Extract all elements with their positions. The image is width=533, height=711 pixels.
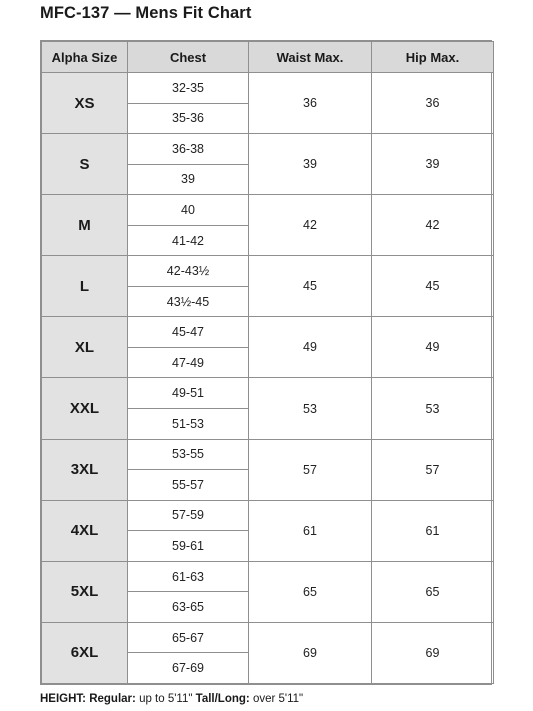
alpha-size-cell: 5XL (42, 561, 128, 622)
chest-cell: 49-51 (128, 378, 249, 409)
alpha-size-cell: XS (42, 73, 128, 134)
alpha-size-cell: 3XL (42, 439, 128, 500)
chest-cell: 61-63 (128, 561, 249, 592)
table-body (42, 73, 494, 684)
chest-cell: 35-36 (128, 103, 249, 134)
waist-max-cell: 65 (249, 561, 372, 622)
header-alpha-size: Alpha Size (42, 42, 128, 73)
hip-max-cell: 69 (372, 622, 494, 683)
chest-cell: 63-65 (128, 592, 249, 623)
chart-title: MFC-137 — Mens Fit Chart (40, 4, 252, 22)
hip-max-cell: 36 (372, 73, 494, 134)
alpha-size-cell: M (42, 195, 128, 256)
header-row (42, 42, 494, 73)
chest-cell: 51-53 (128, 409, 249, 440)
header-waist-max: Waist Max. (249, 42, 372, 73)
chest-cell: 40 (128, 195, 249, 226)
hip-max-cell: 42 (372, 195, 494, 256)
chest-cell: 45-47 (128, 317, 249, 348)
height-label: HEIGHT: (40, 693, 86, 705)
chest-cell: 47-49 (128, 347, 249, 378)
alpha-size-cell: 4XL (42, 500, 128, 561)
alpha-size-cell: XXL (42, 378, 128, 439)
hip-max-cell: 65 (372, 561, 494, 622)
chest-cell: 32-35 (128, 73, 249, 104)
waist-max-cell: 42 (249, 195, 372, 256)
height-footer (40, 690, 303, 708)
waist-max-cell: 57 (249, 439, 372, 500)
table-row (42, 439, 494, 470)
chest-cell: 53-55 (128, 439, 249, 470)
waist-max-cell: 53 (249, 378, 372, 439)
alpha-size-cell: L (42, 256, 128, 317)
table-row (42, 561, 494, 592)
chest-cell: 36-38 (128, 134, 249, 165)
regular-label: Regular: (89, 693, 136, 705)
alpha-size-cell: XL (42, 317, 128, 378)
header-chest: Chest (128, 42, 249, 73)
chest-cell: 41-42 (128, 225, 249, 256)
chest-cell: 59-61 (128, 531, 249, 562)
table-row (42, 134, 494, 165)
alpha-size-cell: S (42, 134, 128, 195)
waist-max-cell: 36 (249, 73, 372, 134)
table-row (42, 622, 494, 653)
table-row (42, 73, 494, 104)
table-row (42, 378, 494, 409)
chest-cell: 42-43½ (128, 256, 249, 287)
hip-max-cell: 53 (372, 378, 494, 439)
size-table (41, 41, 494, 684)
table-row (42, 195, 494, 226)
waist-max-cell: 69 (249, 622, 372, 683)
fit-chart-table (40, 40, 492, 685)
table-row (42, 500, 494, 531)
hip-max-cell: 49 (372, 317, 494, 378)
tall-label: Tall/Long: (195, 693, 250, 705)
alpha-size-cell: 6XL (42, 622, 128, 683)
hip-max-cell: 61 (372, 500, 494, 561)
waist-max-cell: 61 (249, 500, 372, 561)
waist-max-cell: 49 (249, 317, 372, 378)
waist-max-cell: 39 (249, 134, 372, 195)
chest-cell: 67-69 (128, 653, 249, 684)
hip-max-cell: 57 (372, 439, 494, 500)
hip-max-cell: 39 (372, 134, 494, 195)
hip-max-cell: 45 (372, 256, 494, 317)
table-row (42, 317, 494, 348)
regular-value: up to 5'11" (139, 693, 193, 705)
chest-cell: 57-59 (128, 500, 249, 531)
header-hip-max: Hip Max. (372, 42, 494, 73)
chest-cell: 65-67 (128, 622, 249, 653)
chest-cell: 55-57 (128, 470, 249, 501)
waist-max-cell: 45 (249, 256, 372, 317)
chest-cell: 43½-45 (128, 286, 249, 317)
table-row (42, 256, 494, 287)
tall-value: over 5'11" (252, 693, 304, 705)
chest-cell: 39 (128, 164, 249, 195)
